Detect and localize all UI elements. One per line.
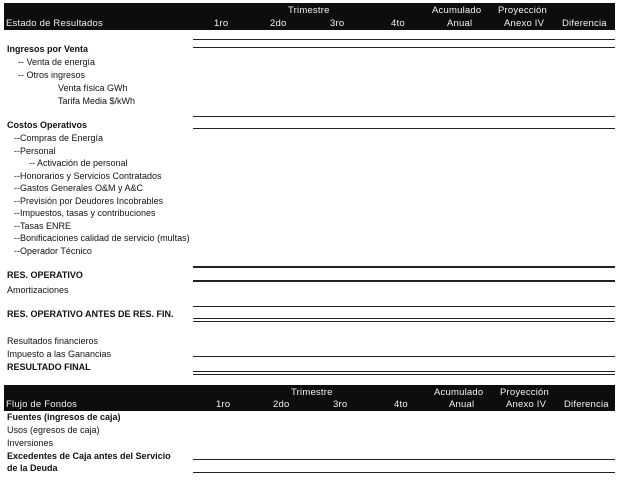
col-q1: 1ro: [216, 399, 231, 410]
venta-energia-label: -- Venta de energía: [18, 57, 96, 67]
col-q2: 2do: [270, 18, 287, 29]
separator-line: [193, 356, 615, 357]
amortizaciones-label: Amortizaciones: [7, 285, 69, 295]
ingresos-label: Ingresos por Venta: [7, 44, 89, 54]
proyeccion-label: Proyección: [500, 387, 549, 398]
tarifa-label: Tarifa Media $/kWh: [58, 96, 136, 106]
venta-fisica-label: Venta física GWh: [58, 83, 128, 93]
separator-line: [193, 128, 615, 129]
separator-line: [193, 318, 615, 322]
res-antes-label: RES. OPERATIVO ANTES DE RES. FIN.: [7, 309, 174, 319]
col-diferencia: Diferencia: [562, 18, 607, 29]
separator-line: [193, 371, 615, 375]
col-q3: 3ro: [333, 399, 348, 410]
proyeccion-label: Proyección: [498, 5, 547, 16]
col-anexo: Anexo IV: [504, 18, 545, 29]
cost-item: --Impuestos, tasas y contribuciones: [14, 208, 156, 218]
cost-item: --Previsión por Deudores Incobrables: [14, 196, 164, 206]
results-header-bar: [4, 3, 615, 30]
usos-label: Usos (egresos de caja): [7, 425, 100, 435]
acumulado-label: Acumulado: [434, 387, 484, 398]
impuesto-label: Impuesto a las Ganancias: [7, 349, 112, 359]
separator-line: [193, 459, 615, 460]
cost-item: --Operador Técnico: [14, 246, 92, 256]
cost-item: --Gastos Generales O&M y A&C: [14, 183, 144, 193]
excedentes-label-2: de la Deuda: [7, 463, 58, 473]
inversiones-label: Inversiones: [7, 438, 54, 448]
separator-line: [193, 39, 615, 40]
otros-ingresos-label: -- Otros ingresos: [18, 70, 86, 80]
cost-item: --Personal: [14, 146, 56, 156]
separator-line: [193, 306, 615, 307]
col-diferencia: Diferencia: [564, 399, 609, 410]
trimestre-label: Trimestre: [288, 5, 330, 16]
trimestre-label: Trimestre: [291, 387, 333, 398]
col-q4: 4to: [394, 399, 408, 410]
separator-line: [193, 47, 615, 48]
cashflow-header-bar: [4, 385, 615, 411]
separator-line: [193, 266, 615, 268]
resultado-final-label: RESULTADO FINAL: [7, 362, 91, 372]
cashflow-title: Flujo de Fondos: [6, 399, 78, 410]
separator-line: [193, 280, 615, 282]
cost-item: --Tasas ENRE: [14, 221, 72, 231]
fuentes-label: Fuentes (ingresos de caja): [7, 412, 121, 422]
costos-title: Costos Operativos: [7, 120, 88, 130]
res-operativo-label: RES. OPERATIVO: [7, 270, 83, 280]
col-q1: 1ro: [214, 18, 229, 29]
col-q2: 2do: [273, 399, 290, 410]
cost-item: -- Activación de personal: [29, 158, 128, 168]
results-title: Estado de Resultados: [6, 18, 103, 29]
separator-line: [193, 472, 615, 473]
col-anexo: Anexo IV: [506, 399, 547, 410]
col-q3: 3ro: [330, 18, 345, 29]
col-anual: Anual: [447, 18, 473, 29]
cost-item: --Compras de Energía: [14, 133, 104, 143]
excedentes-label: Excedentes de Caja antes del Servicio: [7, 451, 171, 461]
financieros-label: Resultados financieros: [7, 336, 99, 346]
col-q4: 4to: [391, 18, 405, 29]
separator-line: [193, 116, 615, 117]
cost-item: --Bonificaciones calidad de servicio (multas): [14, 233, 190, 243]
acumulado-label: Acumulado: [432, 5, 482, 16]
cost-item: --Honorarios y Servicios Contratados: [14, 171, 162, 181]
col-anual: Anual: [449, 399, 475, 410]
